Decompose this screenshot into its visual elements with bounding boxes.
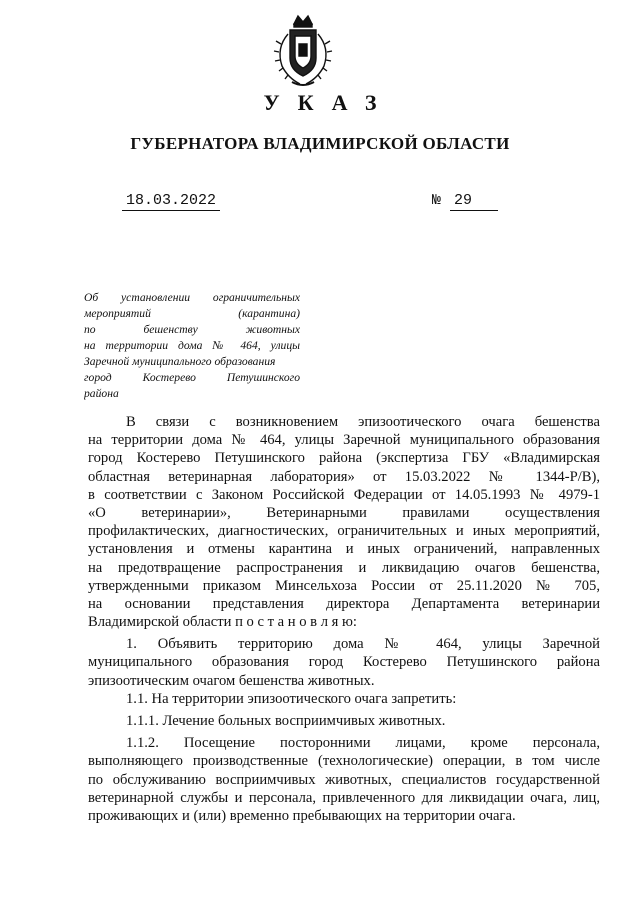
body-line: 1. Объявить территорию дома № 464, улицы Заречной	[126, 636, 600, 653]
body-line: «О ветеринарии», Ветеринарными правилами осуществления	[88, 504, 600, 521]
subject-line: мероприятий (карантина)	[84, 307, 300, 320]
document-title: УКАЗ	[263, 90, 395, 115]
body-line: на предотвращение распространения и ликвидацию очагов бешенства,	[88, 559, 600, 576]
body-line: ветеринарной службы и персонала, привлеченного для ликвидации очага, лиц,	[88, 789, 600, 806]
subject-line: Об установлении ограничительных	[84, 291, 300, 304]
document-date	[122, 192, 220, 211]
body-line: эпизоотическим очагом бешенства животных.	[88, 672, 375, 689]
body-line: город Костерево Петушинского района (экспертиза ГБУ «Владимирская	[88, 450, 600, 467]
body-line: муниципального образования город Костерево Петушинского района	[88, 654, 600, 671]
subject-line: город Костерево Петушинского	[84, 371, 300, 384]
document-body	[88, 413, 600, 825]
document-subtitle: ГУБЕРНАТОРА ВЛАДИМИРСКОЙ ОБЛАСТИ	[130, 134, 510, 153]
subject-line: района	[84, 387, 119, 400]
coat-of-arms-emblem	[272, 14, 334, 90]
subject-line: по бешенству животных	[84, 323, 300, 336]
body-line: Владимирской области п о с т а н о в л я ю:	[88, 614, 357, 631]
body-line: утвержденными приказом Минсельхоза России от 25.11.2020 № 705,	[88, 577, 600, 594]
subject-line: Заречной муниципального образования	[84, 355, 276, 368]
body-line: 1.1.2. Посещение посторонними лицами, кроме персонала,	[126, 735, 600, 752]
body-line: на основании представления директора Департамента ветеринарии	[88, 595, 600, 612]
body-line: областная ветеринарная лаборатория» от 15.03.2022 № 1344-Р/В),	[88, 468, 600, 485]
body-line: установления и отмены карантина и иных ограничений, направленных	[88, 541, 600, 558]
body-line: выполняющего производственные (технологические) операции, в том числе	[88, 753, 600, 770]
document-number	[432, 192, 498, 211]
body-line: на территории дома № 464, улицы Заречной муниципального образования	[88, 432, 600, 449]
document-subject	[84, 290, 300, 402]
body-line: В связи с возникновением эпизоотического очага бешенства	[126, 414, 600, 430]
body-line: 1.1. На территории эпизоотического очага запретить:	[126, 690, 457, 707]
date-value: 18.03.2022	[122, 192, 220, 211]
number-value: 29	[450, 192, 498, 211]
number-prefix: №	[432, 192, 442, 209]
body-line: проживающих и (или) временно пребывающих на территории очага.	[88, 807, 516, 824]
body-line: в соответствии с Законом Российской Федерации от 14.05.1993 № 4979-1	[88, 486, 600, 503]
body-line: по обслуживанию восприимчивых животных, специалистов государственной	[88, 771, 600, 788]
subject-line: на территории дома № 464, улицы	[84, 339, 300, 352]
body-line: 1.1.1. Лечение больных восприимчивых животных.	[126, 713, 446, 729]
body-line: профилактических, диагностических, ограничительных и иных мероприятий,	[88, 523, 600, 540]
